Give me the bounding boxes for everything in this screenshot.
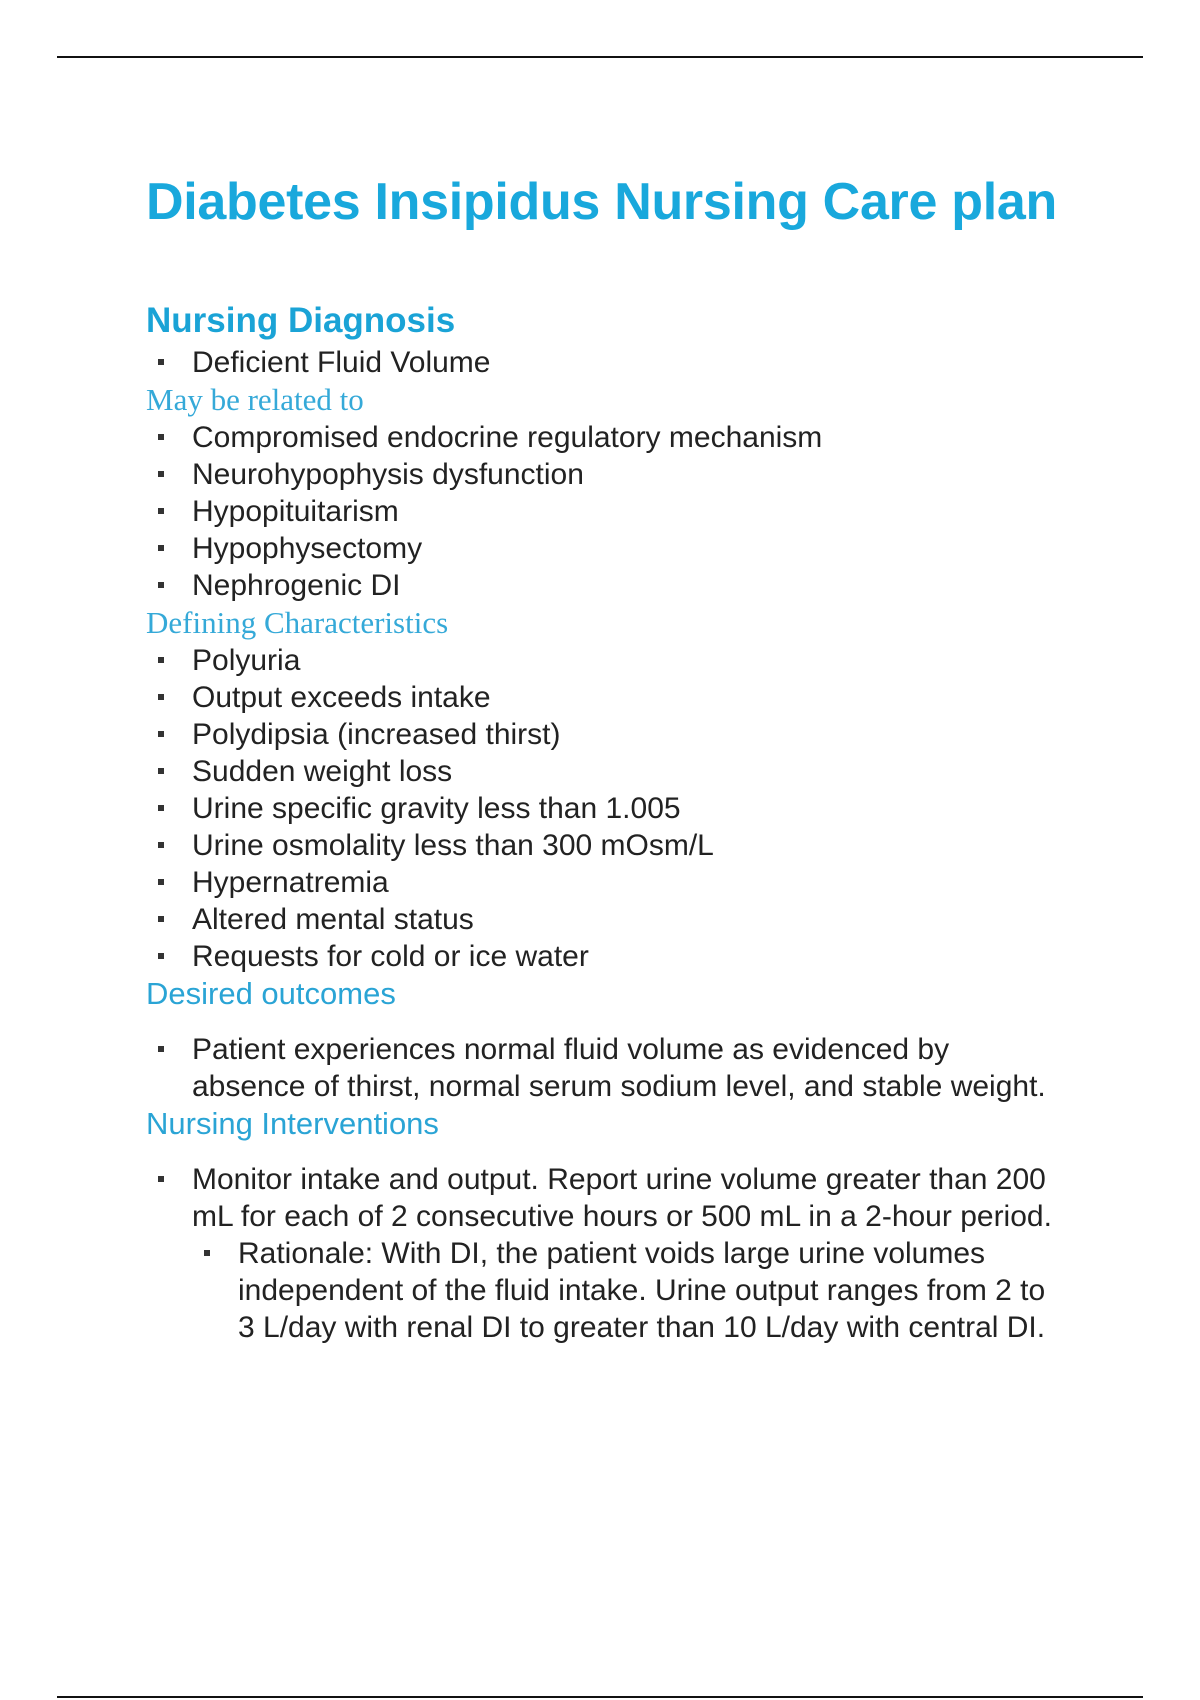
diagnosis-list xyxy=(146,344,1066,381)
list-item: Requests for cold or ice water xyxy=(146,938,1066,975)
page-title: Diabetes Insipidus Nursing Care plan xyxy=(146,173,1057,231)
bullet-icon xyxy=(158,1046,164,1052)
outcomes-list xyxy=(146,1031,1066,1105)
list-item: Polyuria xyxy=(146,642,1066,679)
bullet-icon xyxy=(158,582,164,588)
bullet-icon xyxy=(158,768,164,774)
defining-list xyxy=(146,642,1066,975)
list-item: Altered mental status xyxy=(146,901,1066,938)
list-item: Hypophysectomy xyxy=(146,530,1066,567)
subheading-desired-outcomes: Desired outcomes xyxy=(146,976,396,1011)
list-item: Deficient Fluid Volume xyxy=(146,344,1066,381)
interventions-list xyxy=(146,1161,1066,1235)
list-item: Hypernatremia xyxy=(146,864,1066,901)
bullet-icon xyxy=(158,731,164,737)
bullet-icon xyxy=(158,545,164,551)
bullet-icon xyxy=(158,805,164,811)
bullet-icon xyxy=(158,434,164,440)
rationale-item: Rationale: With DI, the patient voids large urine volumes independent of the fluid intake. Urine output ranges from 2 to 3 L/day with renal DI to greater than 10 L/day with central DI. xyxy=(192,1235,1066,1346)
bullet-icon xyxy=(158,694,164,700)
bullet-icon xyxy=(158,879,164,885)
bullet-icon xyxy=(158,953,164,959)
bullet-icon xyxy=(158,471,164,477)
list-item: Urine specific gravity less than 1.005 xyxy=(146,790,1066,827)
top-rule xyxy=(57,56,1143,58)
bullet-icon xyxy=(158,508,164,514)
list-item: Output exceeds intake xyxy=(146,679,1066,716)
list-item: Nephrogenic DI xyxy=(146,567,1066,604)
bullet-icon xyxy=(158,842,164,848)
bullet-icon xyxy=(204,1250,210,1256)
list-item: Polydipsia (increased thirst) xyxy=(146,716,1066,753)
subheading-nursing-interventions: Nursing Interventions xyxy=(146,1106,439,1141)
rationale-wrapper xyxy=(146,1235,1066,1346)
bullet-icon xyxy=(158,1176,164,1182)
rationale-list xyxy=(192,1235,1066,1346)
list-item: Compromised endocrine regulatory mechanism xyxy=(146,419,1066,456)
bullet-icon xyxy=(158,657,164,663)
list-item: Patient experiences normal fluid volume as evidenced by absence of thirst, normal serum sodium level, and stable weight. xyxy=(146,1031,1066,1105)
list-item: Hypopituitarism xyxy=(146,493,1066,530)
list-item: Monitor intake and output. Report urine volume greater than 200 mL for each of 2 consecutive hours or 500 mL in a 2-hour period. xyxy=(146,1161,1066,1235)
subheading-may-be-related-to: May be related to xyxy=(146,382,364,417)
list-item: Urine osmolality less than 300 mOsm/L xyxy=(146,827,1066,864)
section-heading-nursing-diagnosis: Nursing Diagnosis xyxy=(146,301,456,340)
related-list xyxy=(146,419,1066,604)
list-item: Neurohypophysis dysfunction xyxy=(146,456,1066,493)
bottom-rule xyxy=(57,1696,1143,1698)
document-body xyxy=(146,160,1066,1346)
bullet-icon xyxy=(158,359,164,365)
bullet-icon xyxy=(158,916,164,922)
list-item: Sudden weight loss xyxy=(146,753,1066,790)
subheading-defining-characteristics: Defining Characteristics xyxy=(146,605,449,640)
